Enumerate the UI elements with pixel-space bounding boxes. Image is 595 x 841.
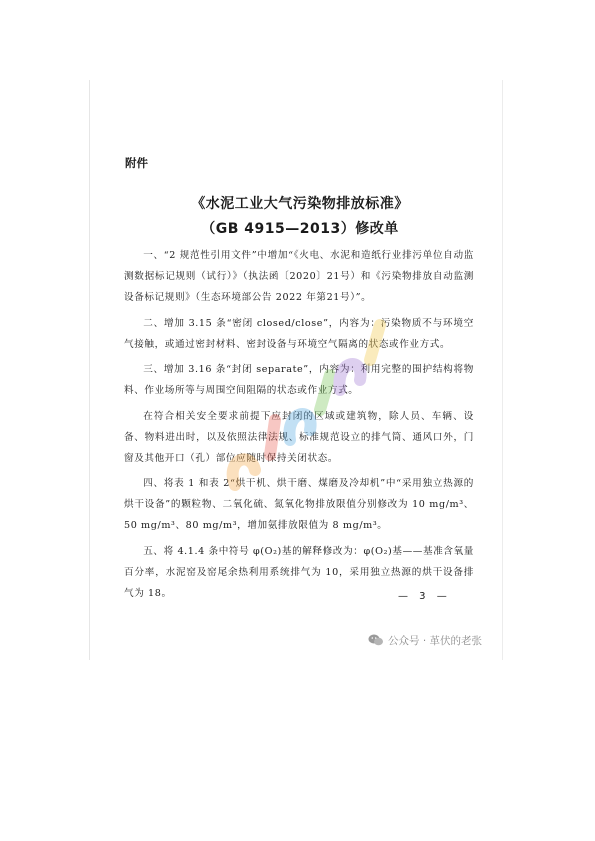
wechat-icon — [368, 633, 384, 647]
paper-edge-right — [502, 80, 503, 660]
paragraph-3: 三、增加 3.16 条“封闭 separate”，内容为：利用完整的围护结构将物料、作业场所等与周围空间阻隔的状态或作业方式。 — [124, 364, 474, 396]
page-number: — 3 — — [398, 591, 451, 602]
paragraph-4: 在符合相关安全要求前提下应封闭的区域或建筑物，除人员、车辆、设备、物料进出时，以及依照法律法规、标准规范设立的排气筒、通风口外，门窗及其他开口（孔）部位应随时保持关闭状态。 — [124, 410, 474, 464]
paragraph-2: 二、增加 3.15 条“密闭 closed/close”，内容为：污染物质不与环境空气接触，或通过密封材料、密封设备与环境空气隔离的状态或作业方式。 — [124, 317, 474, 350]
paragraph-6: 五、将 4.1.4 条中符号 φ(O₂)基的解释修改为：φ(O₂)基——基准含氧量百分率，水泥窑及窑尾余热利用系统排气为 10，采用独立热源的烘干设备排气为 18。 — [124, 545, 474, 599]
paragraph-1: 一、“2 规范性引用文件”中增加“《火电、水泥和造纸行业排污单位自动监测数据标记规则（试行）》（执法函〔2020〕21号）和《污染物排放自动监测设备标记规则》（生态环境部公告 2022 年第21号）”。 — [124, 250, 474, 303]
document-title-line-2: （GB 4915—2013）修改单 — [201, 221, 399, 237]
document-title-line-1: 《水泥工业大气污染物排放标准》 — [191, 196, 409, 212]
watermark-footer — [368, 631, 482, 649]
paper-edge-left — [89, 80, 90, 660]
document-body — [124, 245, 474, 608]
attachment-label: 附件 — [125, 156, 148, 170]
watermark-footer-text: 公众号 · 革伏的老张 — [388, 634, 483, 647]
paragraph-5: 四、将表 1 和表 2“烘干机、烘干磨、煤磨及冷却机”中“采用独立热源的烘干设备”的颗粒物、二氧化硫、氮氧化物排放限值分别修改为 10 mg/m³、50 mg/m³、80 mg/m³，增加氨排放限值为 8 mg/m³。 — [124, 478, 474, 531]
